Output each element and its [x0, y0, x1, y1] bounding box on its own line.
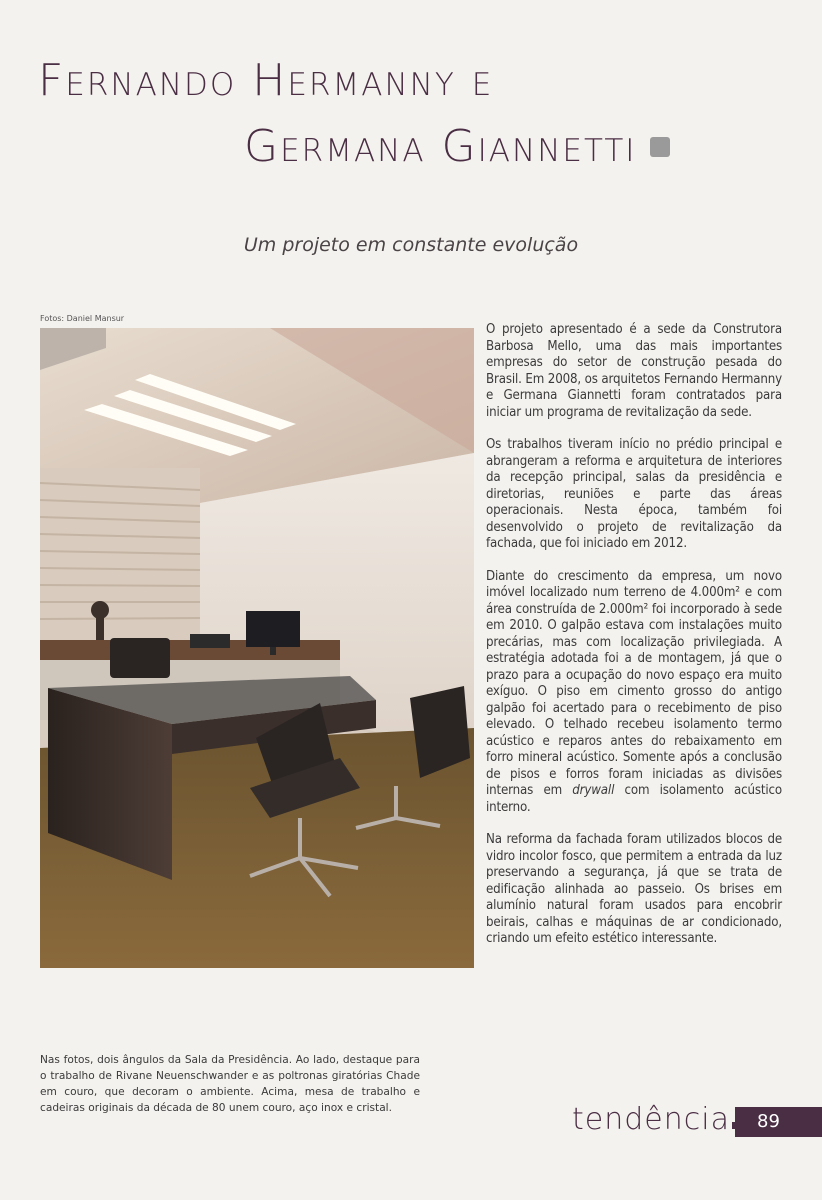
body-paragraph-4: Na reforma da fachada foram utilizados blocos de vidro incolor fosco, que permitem a entrada da luz preservando a segurança, já que se trata de edificação alinhada ao passeio. Os brises em alumínio natural foram usados para encobrir beirais, calhas e máquinas de ar condicionado, criando um efeito estético interessante.: [486, 832, 782, 946]
body-paragraph-1: O projeto apresentado é a sede da Construtora Barbosa Mello, uma das mais importantes empresas do setor de construção pesada do Brasil. Em 2008, os arquitetos Fernando Hermanny e Germana Giannetti foram contratados para iniciar um programa de revitalização da sede.: [486, 322, 782, 420]
office-photo: [40, 328, 474, 968]
title-square-ornament: [650, 137, 670, 157]
drywall-term: drywall: [572, 783, 615, 798]
body-paragraph-3-end: com isolamento acústico interno.: [486, 783, 782, 815]
article-title: [38, 48, 798, 180]
article-subtitle: Um projeto em constante evolução: [243, 234, 579, 256]
title-line-1: Fernando Hermanny e: [38, 55, 494, 106]
title-line-2: [38, 114, 798, 180]
body-paragraph-2: Os trabalhos tiveram início no prédio principal e abrangeram a reforma e arquitetura de interiores da recepção principal, salas da presidência e diretorias, reuniões e parte das áreas operacionais. Nesta época, também foi desenvolvido o projeto de revitalização da fachada, que foi iniciado em 2012.: [486, 437, 782, 551]
magazine-brand: [572, 1102, 739, 1137]
photo-credit: Fotos: Daniel Mansur: [40, 314, 125, 323]
body-paragraph-3: [486, 569, 782, 817]
body-paragraph-3-text: Diante do crescimento da empresa, um novo imóvel localizado num terreno de 4.000m² e com área construída de 2.000m² foi incorporado à sede em 2010. O galpão estava com instalações muito precárias, mas com localização privilegiada. A estratégia adotada foi a de montagem, já que o prazo para a ocupação do novo espaço era muito exíguo. O piso em cimento grosso do antigo galpão foi acertado para o recebimento de piso elevado. O telhado recebeu isolamento termo acústico e reparos antes do rebaixamento em forro mineral acústico. Somente após a conclusão de pisos e forros foram iniciadas as divisões internas em: [486, 568, 782, 798]
title-line-2-text: Germana Giannetti: [244, 121, 637, 172]
page-number: 89: [735, 1107, 822, 1137]
photo-caption: Nas fotos, dois ângulos da Sala da Presidência. Ao lado, destaque para o trabalho de Rivane Neuenschwander e as poltronas giratórias Chade em couro, que decoram o ambiente. Acima, mesa de trabalho e cadeiras originais da década de 80 unem couro, aço inox e cristal.: [40, 1054, 420, 1114]
article-body: [486, 322, 782, 964]
brand-name: tendência: [572, 1102, 730, 1137]
